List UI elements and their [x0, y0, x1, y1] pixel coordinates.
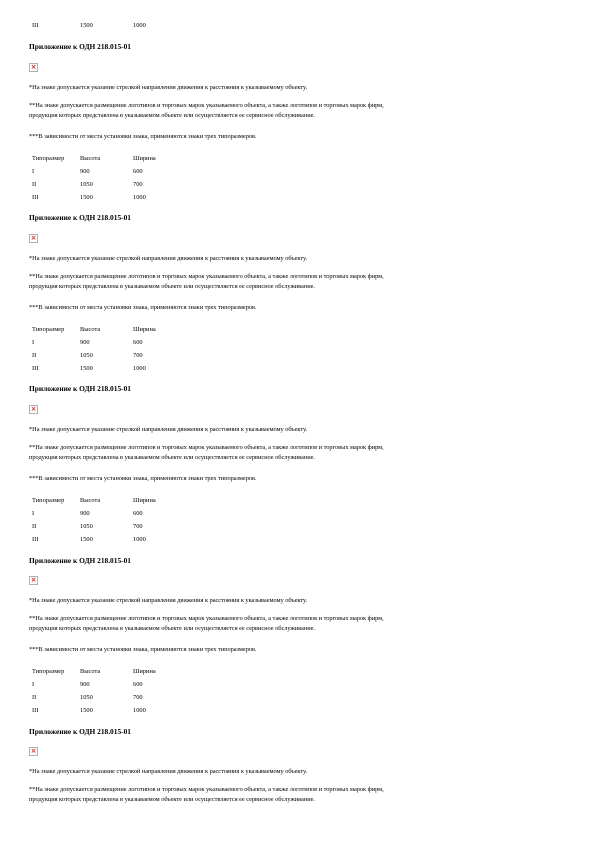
- footnote-3: ***В зависимости от места установки знака, применяются знаки трех типоразмеров.: [29, 475, 257, 482]
- footnote-1: *На знаке допускается указание стрелкой направления движения к расстояния к указываемому объекту.: [29, 84, 308, 91]
- table-cell: I: [32, 510, 35, 517]
- table-cell: III: [32, 365, 39, 372]
- table-cell: 1050: [80, 694, 93, 701]
- table-header: Высота: [80, 668, 101, 675]
- footnote-2-line-1: **На знаке допускается размещение логотипов и торговых марок указываемого объекта, а также логотипов и торговых марок фирм,: [29, 615, 384, 622]
- table-cell: 1000: [133, 707, 146, 714]
- table-cell: 1500: [80, 365, 93, 372]
- table-header: Типоразмер: [32, 497, 65, 504]
- table-cell: 1050: [80, 352, 93, 359]
- table-cell: III: [32, 22, 39, 29]
- table-cell: III: [32, 707, 39, 714]
- table-cell: 1500: [80, 22, 93, 29]
- appendix-heading: Приложение к ОДН 218.015-01: [29, 727, 131, 736]
- table-cell: 600: [133, 681, 143, 688]
- table-header: Высота: [80, 497, 101, 504]
- table-cell: II: [32, 523, 37, 530]
- table-cell: III: [32, 536, 39, 543]
- table-cell: 1000: [133, 22, 146, 29]
- table-cell: 600: [133, 510, 143, 517]
- table-cell: III: [32, 194, 39, 201]
- table-cell: 1500: [80, 536, 93, 543]
- table-cell: II: [32, 352, 37, 359]
- table-header: Типоразмер: [32, 326, 65, 333]
- table-cell: 1000: [133, 365, 146, 372]
- appendix-heading: Приложение к ОДН 218.015-01: [29, 556, 131, 565]
- table-cell: 600: [133, 339, 143, 346]
- broken-image-icon: ×: [30, 234, 37, 242]
- table-header: Ширина: [133, 155, 156, 162]
- footnote-3: ***В зависимости от места установки знака, применяются знаки трех типоразмеров.: [29, 646, 257, 653]
- table-header: Ширина: [133, 497, 156, 504]
- table-cell: 700: [133, 352, 143, 359]
- broken-image-icon: ×: [30, 405, 37, 413]
- table-cell: I: [32, 168, 35, 175]
- footnote-2-line-1: **На знаке допускается размещение логотипов и торговых марок указываемого объекта, а также логотипов и торговых марок фирм,: [29, 273, 384, 280]
- table-cell: 900: [80, 510, 90, 517]
- footnote-3: ***В зависимости от места установки знака, применяются знаки трех типоразмеров.: [29, 133, 257, 140]
- table-header: Типоразмер: [32, 668, 65, 675]
- broken-image-icon: ×: [30, 576, 37, 584]
- table-cell: 1500: [80, 707, 93, 714]
- table-cell: 700: [133, 694, 143, 701]
- footnote-2-line-2: продукция которых представлена в указываемом объекте или осуществляется ее сервисное обслуживание.: [29, 796, 315, 803]
- table-cell: 900: [80, 681, 90, 688]
- footnote-2-line-1: **На знаке допускается размещение логотипов и торговых марок указываемого объекта, а также логотипов и торговых марок фирм,: [29, 444, 384, 451]
- table-cell: II: [32, 694, 37, 701]
- table-cell: II: [32, 181, 37, 188]
- table-header: Высота: [80, 155, 101, 162]
- table-cell: 1000: [133, 536, 146, 543]
- broken-image-icon: ×: [30, 63, 37, 71]
- appendix-heading: Приложение к ОДН 218.015-01: [29, 42, 131, 51]
- footnote-1: *На знаке допускается указание стрелкой направления движения к расстояния к указываемому объекту.: [29, 768, 308, 775]
- footnote-1: *На знаке допускается указание стрелкой направления движения к расстояния к указываемому объекту.: [29, 255, 308, 262]
- table-header: Ширина: [133, 668, 156, 675]
- footnote-3: ***В зависимости от места установки знака, применяются знаки трех типоразмеров.: [29, 304, 257, 311]
- footnote-2-line-1: **На знаке допускается размещение логотипов и торговых марок указываемого объекта, а также логотипов и торговых марок фирм,: [29, 102, 384, 109]
- footnote-1: *На знаке допускается указание стрелкой направления движения к расстояния к указываемому объекту.: [29, 426, 308, 433]
- footnote-2-line-2: продукция которых представлена в указываемом объекте или осуществляется ее сервисное обслуживание.: [29, 283, 315, 290]
- appendix-heading: Приложение к ОДН 218.015-01: [29, 384, 131, 393]
- appendix-heading: Приложение к ОДН 218.015-01: [29, 213, 131, 222]
- table-cell: 600: [133, 168, 143, 175]
- table-cell: 1050: [80, 523, 93, 530]
- table-header: Высота: [80, 326, 101, 333]
- table-cell: 1500: [80, 194, 93, 201]
- footnote-2-line-1: **На знаке допускается размещение логотипов и торговых марок указываемого объекта, а также логотипов и торговых марок фирм,: [29, 786, 384, 793]
- footnote-1: *На знаке допускается указание стрелкой направления движения к расстояния к указываемому объекту.: [29, 597, 308, 604]
- table-cell: 1050: [80, 181, 93, 188]
- footnote-2-line-2: продукция которых представлена в указываемом объекте или осуществляется ее сервисное обслуживание.: [29, 112, 315, 119]
- table-cell: I: [32, 339, 35, 346]
- table-cell: 700: [133, 181, 143, 188]
- table-cell: 700: [133, 523, 143, 530]
- table-cell: 900: [80, 168, 90, 175]
- table-cell: 900: [80, 339, 90, 346]
- table-header: Ширина: [133, 326, 156, 333]
- footnote-2-line-2: продукция которых представлена в указываемом объекте или осуществляется ее сервисное обслуживание.: [29, 454, 315, 461]
- table-header: Типоразмер: [32, 155, 65, 162]
- broken-image-icon: ×: [30, 747, 37, 755]
- table-cell: 1000: [133, 194, 146, 201]
- table-cell: I: [32, 681, 35, 688]
- footnote-2-line-2: продукция которых представлена в указываемом объекте или осуществляется ее сервисное обслуживание.: [29, 625, 315, 632]
